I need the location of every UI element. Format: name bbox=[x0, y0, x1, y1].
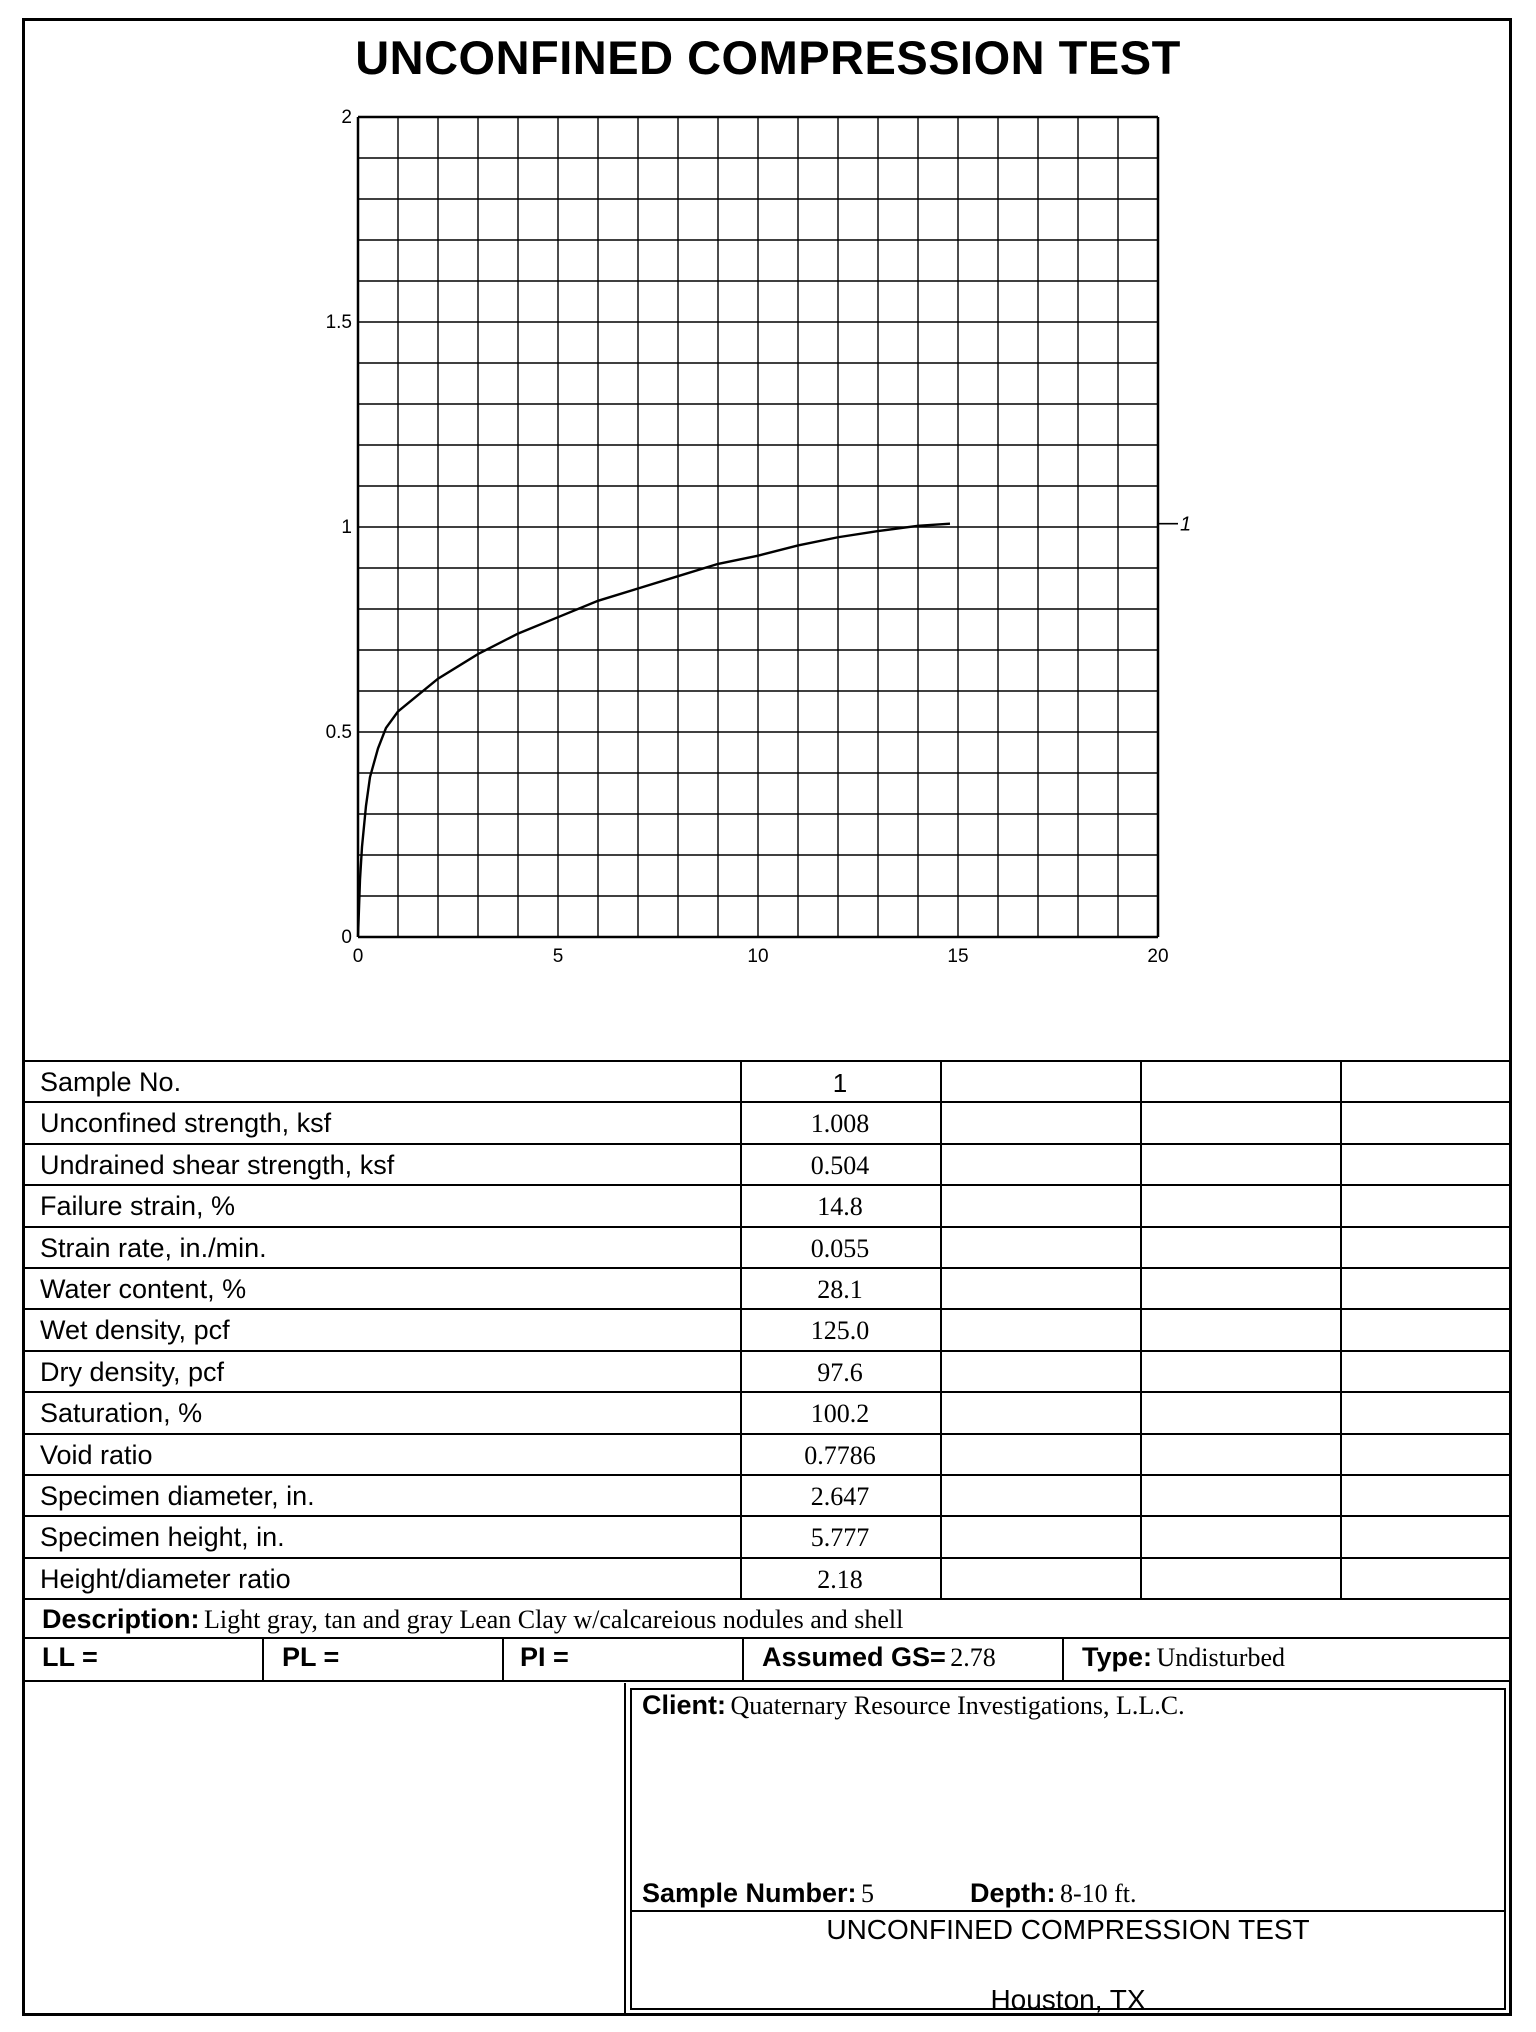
info-box-inner bbox=[630, 1688, 1506, 2010]
table-row-value: 2.18 bbox=[817, 1565, 863, 1594]
depth-value: 8-10 ft. bbox=[1059, 1879, 1137, 1908]
page-title: UNCONFINED COMPRESSION TEST bbox=[355, 31, 1181, 84]
table-header-value: 1 bbox=[832, 1068, 848, 1098]
type-value: Undisturbed bbox=[1156, 1643, 1286, 1672]
table-row-value: 97.6 bbox=[817, 1358, 863, 1387]
client-value: Quaternary Resource Investigations, L.L.C. bbox=[730, 1691, 1185, 1720]
limits-top-rule bbox=[22, 1637, 1512, 1639]
client-label: Client: bbox=[642, 1690, 726, 1720]
table-row-label: Saturation, % bbox=[40, 1398, 203, 1428]
description-top-rule bbox=[22, 1598, 1512, 1600]
description-value: Light gray, tan and gray Lean Clay w/calcareious nodules and shell bbox=[203, 1605, 904, 1634]
table-row-rule bbox=[22, 1060, 1512, 1062]
table-row-label: Undrained shear strength, ksf bbox=[40, 1150, 395, 1180]
type-field bbox=[1082, 1644, 1285, 1671]
table-row-label: Specimen diameter, in. bbox=[40, 1481, 315, 1511]
type-label: Type: bbox=[1082, 1642, 1153, 1672]
table-row-label: Void ratio bbox=[40, 1440, 153, 1470]
table-row-rule bbox=[22, 1433, 1512, 1435]
description-label: Description: bbox=[42, 1604, 200, 1634]
limits-divider-2 bbox=[502, 1637, 504, 1680]
x-tick-label: 0 bbox=[352, 946, 364, 967]
table-header-label: Sample No. bbox=[40, 1067, 182, 1097]
sample-number-value: 5 bbox=[861, 1879, 875, 1908]
gs-label: Assumed GS= bbox=[762, 1642, 946, 1672]
table-row-value: 0.055 bbox=[810, 1234, 870, 1263]
x-tick-label: 15 bbox=[947, 946, 969, 967]
table-row-rule bbox=[22, 1308, 1512, 1310]
table-row-label: Unconfined strength, ksf bbox=[40, 1108, 332, 1138]
table-row-rule bbox=[22, 1143, 1512, 1145]
table-row-rule bbox=[22, 1474, 1512, 1476]
table-row-label: Dry density, pcf bbox=[40, 1357, 225, 1387]
gs-value: 2.78 bbox=[950, 1643, 996, 1672]
table-row-rule bbox=[22, 1557, 1512, 1559]
table-row-value: 100.2 bbox=[810, 1399, 870, 1428]
x-tick-label: 5 bbox=[552, 946, 564, 967]
table-row-label: Wet density, pcf bbox=[40, 1315, 230, 1345]
table-column-rule bbox=[1140, 1060, 1142, 1598]
pl-label: PL = bbox=[282, 1642, 340, 1672]
table-row-value: 1.008 bbox=[810, 1109, 870, 1138]
table-row-rule bbox=[22, 1226, 1512, 1228]
table-column-rule bbox=[1340, 1060, 1342, 1598]
table-row-rule bbox=[22, 1184, 1512, 1186]
table-row-label: Height/diameter ratio bbox=[40, 1564, 291, 1594]
limits-divider-1 bbox=[262, 1637, 264, 1680]
limits-bottom-rule bbox=[22, 1680, 1512, 1682]
y-tick-label: 0 bbox=[341, 927, 352, 948]
table-column-rule bbox=[940, 1060, 942, 1598]
report-test-name: UNCONFINED COMPRESSION TEST bbox=[826, 1914, 1310, 1945]
limits-divider-4 bbox=[1062, 1637, 1064, 1680]
sample-number-label: Sample Number: bbox=[642, 1878, 857, 1908]
ll-label: LL = bbox=[42, 1642, 98, 1672]
x-tick-label: 20 bbox=[1147, 946, 1169, 967]
y-tick-label: 0.5 bbox=[325, 722, 352, 743]
table-row-value: 5.777 bbox=[810, 1523, 870, 1552]
limits-divider-3 bbox=[742, 1637, 744, 1680]
y-tick-label: 2 bbox=[341, 107, 352, 128]
report-location: Houston, TX bbox=[990, 1984, 1146, 2015]
y-tick-label: 1.5 bbox=[325, 312, 352, 333]
x-tick-label: 10 bbox=[747, 946, 769, 967]
stress-strain-chart bbox=[0, 0, 1536, 1000]
table-row-value: 2.647 bbox=[810, 1482, 870, 1511]
chart-ticks bbox=[326, 107, 1169, 967]
table-row-value: 125.0 bbox=[810, 1316, 870, 1345]
gs-field bbox=[762, 1644, 996, 1671]
table-row-value: 28.1 bbox=[817, 1275, 863, 1304]
chart-grid bbox=[358, 117, 1158, 937]
info-box-divider bbox=[630, 1910, 1506, 1912]
y-tick-label: 1 bbox=[341, 517, 352, 538]
table-row-value: 14.8 bbox=[817, 1192, 863, 1221]
pi-label: PI = bbox=[520, 1642, 569, 1672]
table-row-value: 0.504 bbox=[810, 1151, 870, 1180]
table-row-label: Specimen height, in. bbox=[40, 1522, 285, 1552]
series-curve bbox=[358, 524, 950, 937]
chart-series bbox=[358, 514, 1191, 937]
depth-label: Depth: bbox=[970, 1878, 1056, 1908]
table-row-label: Water content, % bbox=[40, 1274, 247, 1304]
table-row-rule bbox=[22, 1267, 1512, 1269]
table-row-label: Failure strain, % bbox=[40, 1191, 236, 1221]
series-label: 1 bbox=[1180, 513, 1192, 536]
table-row-rule bbox=[22, 1391, 1512, 1393]
description-row bbox=[42, 1606, 903, 1633]
table-row-value: 0.7786 bbox=[804, 1441, 876, 1470]
table-row-rule bbox=[22, 1350, 1512, 1352]
table-row-rule bbox=[22, 1101, 1512, 1103]
table-row-rule bbox=[22, 1515, 1512, 1517]
table-row-label: Strain rate, in./min. bbox=[40, 1233, 267, 1263]
